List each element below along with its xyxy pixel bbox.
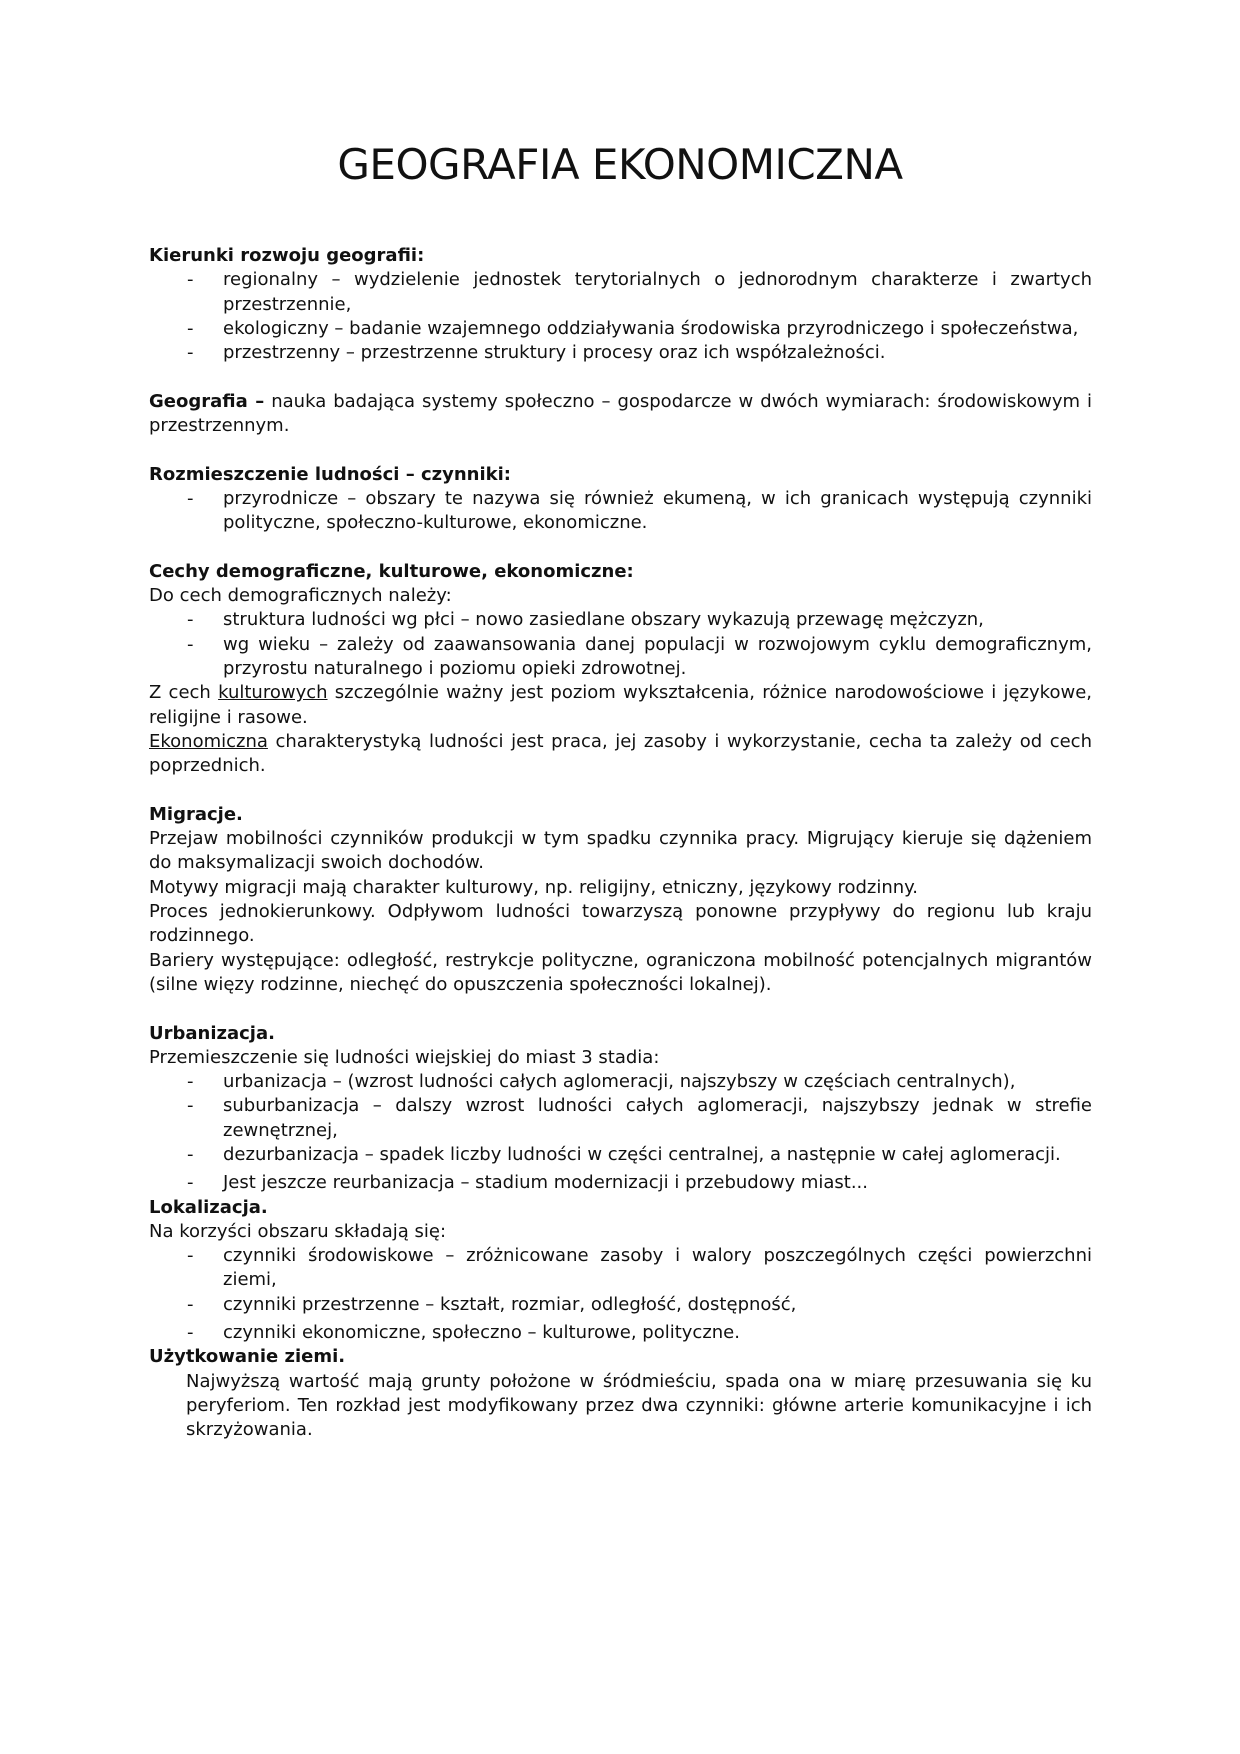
dash-bullet: - xyxy=(187,487,194,509)
list-item: - regionalny – wydzielenie jednostek terytorialnych o jednorodnym charakterze i zwartych przestrzennie, xyxy=(187,269,1092,315)
paragraph: Przemieszczenie się ludności wiejskiej do miast 3 stadia: xyxy=(149,1046,660,1068)
list-item: - Jest jeszcze reurbanizacja – stadium modernizacji i przebudowy miast... xyxy=(149,1171,1092,1195)
paragraph: Bariery występujące: odległość, restrykcje polityczne, ograniczona mobilność potencjalnych migrantów (silne więzy rodzinne, niechęć do opuszczenia społeczności lokalnej). xyxy=(149,949,1092,995)
section-heading: Użytkowanie ziemi. xyxy=(149,1346,346,1368)
section-cechy xyxy=(149,560,1092,779)
section-urbanizacja xyxy=(149,1022,1092,1196)
list-item: - przestrzenny – przestrzenne struktury i procesy oraz ich współzależności. xyxy=(149,341,1092,365)
list-item: - wg wieku – zależy od zaawansowania danej populacji w rozwojowym cyklu demograficznym, przyrostu naturalnego i poziomu opieki zdrowotnej. xyxy=(187,633,1092,680)
list-item: - przyrodnicze – obszary te nazywa się również ekumeną, w ich granicach występują czynniki polityczne, społeczno-kulturowe, ekonomiczne. xyxy=(187,487,1092,534)
paragraph: Przejaw mobilności czynników produkcji w tym spadku czynnika pracy. Migrujący kieruje się dążeniem do maksymalizacji swoich dochodów. xyxy=(149,828,1092,874)
paragraph: Z cech kulturowych szczególnie ważny jest poziom wykształcenia, różnice narodowościowe i językowe, religijne i rasowe. xyxy=(149,682,1092,728)
document-body xyxy=(149,244,1092,1443)
dash-bullet: - xyxy=(187,1293,194,1315)
paragraph: Na korzyści obszaru składają się: xyxy=(149,1220,447,1242)
dash-bullet: - xyxy=(187,1322,194,1344)
section-kierunki xyxy=(149,244,1092,365)
section-heading: Cechy demograficzne, kulturowe, ekonomiczne: xyxy=(149,560,634,582)
underlined-term: kulturowych xyxy=(218,682,328,704)
dash-bullet: - xyxy=(187,1071,194,1093)
bullet-list xyxy=(149,1070,1092,1195)
paragraph: Ekonomiczna charakterystyką ludności jest praca, jej zasoby i wykorzystanie, cecha ta zależy od cech poprzednich. xyxy=(149,730,1092,777)
list-item: - urbanizacja – (wzrost ludności całych aglomeracji, najszybszy w częściach centralnych), xyxy=(149,1070,1092,1094)
section-rozmieszczenie xyxy=(149,463,1092,536)
paragraph: Proces jednokierunkowy. Odpływom ludności towarzyszą ponowne przypływy do regionu lub kraju rodzinnego. xyxy=(149,901,1092,947)
section-geografia xyxy=(149,390,1092,439)
section-heading: Migracje. xyxy=(149,803,243,825)
section-heading: Urbanizacja. xyxy=(149,1022,275,1044)
definition-paragraph: Geografia – nauka badająca systemy społeczno – gospodarcze w dwóch wymiarach: środowiskowym i przestrzennym. xyxy=(149,390,1092,437)
section-heading: Kierunki rozwoju geografii: xyxy=(149,245,425,266)
dash-bullet: - xyxy=(187,1143,194,1165)
document-title: GEOGRAFIA EKONOMICZNA xyxy=(337,140,903,189)
paragraph: Najwyższą wartość mają grunty położone w śródmieściu, spada ona w miarę przesuwania się ku peryferiom. Ten rozkład jest modyfikowany przez dwa czynniki: główne arterie komunikacyjne i ich skrzyżowania. xyxy=(186,1370,1092,1441)
list-item: - dezurbanizacja – spadek liczby ludności w części centralnej, a następnie w całej aglomeracji. xyxy=(149,1143,1092,1167)
section-migracje xyxy=(149,803,1092,997)
list-item: - struktura ludności wg płci – nowo zasiedlane obszary wykazują przewagę mężczyzn, xyxy=(149,608,1092,632)
paragraph: Motywy migracji mają charakter kulturowy, np. religijny, etniczny, językowy rodzinny. xyxy=(149,876,918,898)
list-item: - suburbanizacja – dalszy wzrost ludności całych aglomeracji, najszybszy jednak w strefie zewnętrznej, xyxy=(187,1095,1092,1141)
bullet-list xyxy=(149,608,1092,681)
bullet-list xyxy=(149,268,1092,365)
definition-term: Geografia – xyxy=(149,390,265,412)
bullet-list xyxy=(149,487,1092,536)
bullet-list xyxy=(149,1244,1092,1345)
section-heading: Lokalizacja. xyxy=(149,1196,268,1218)
dash-bullet: - xyxy=(187,342,194,364)
dash-bullet: - xyxy=(187,633,194,655)
section-uzytkowanie xyxy=(149,1345,1092,1442)
dash-bullet: - xyxy=(187,1245,194,1267)
dash-bullet: - xyxy=(187,317,194,339)
section-heading: Rozmieszczenie ludności – czynniki: xyxy=(149,463,511,485)
dash-bullet: - xyxy=(187,609,194,631)
list-item: - czynniki środowiskowe – zróżnicowane zasoby i walory poszczególnych części powierzchni ziemi, xyxy=(187,1245,1092,1291)
dash-bullet: - xyxy=(187,269,194,291)
section-lokalizacja xyxy=(149,1196,1092,1346)
list-item: - czynniki przestrzenne – kształt, rozmiar, odległość, dostępność, xyxy=(149,1293,1092,1317)
list-item: - czynniki ekonomiczne, społeczno – kulturowe, polityczne. xyxy=(149,1321,1092,1345)
dash-bullet: - xyxy=(187,1172,194,1194)
underlined-term: Ekonomiczna xyxy=(149,730,268,752)
paragraph: Do cech demograficznych należy: xyxy=(149,585,452,607)
dash-bullet: - xyxy=(187,1095,194,1117)
list-item: - ekologiczny – badanie wzajemnego oddziaływania środowiska przyrodniczego i społeczeństwa, xyxy=(149,317,1092,341)
